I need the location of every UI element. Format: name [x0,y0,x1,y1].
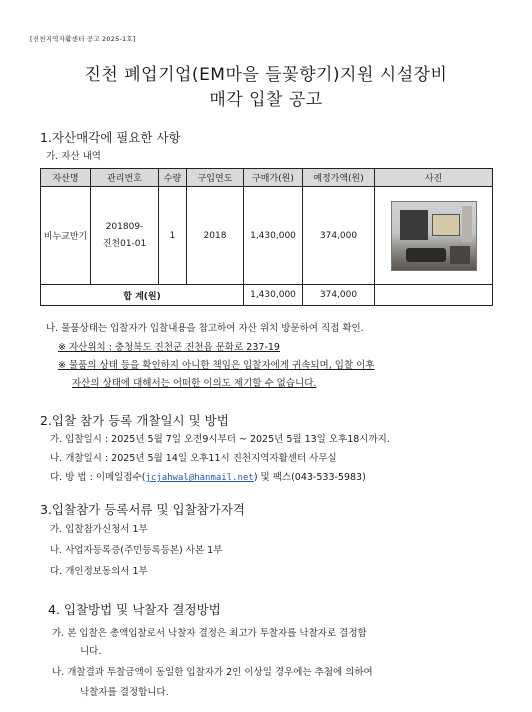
header-year: 구입연도 [187,169,244,187]
bid-period: 가. 입찰일시 : 2025년 5월 7일 오전9시부터 ~ 2025년 5월 13일 오후18시까지. [50,434,390,445]
management-no-line1: 201809- [105,222,144,232]
liability-note-line1: ※ 물품의 상태 등을 확인하지 아니한 책임은 입찰자에게 귀속되며, 입찰 이후 [58,360,375,371]
submission-method [50,469,366,483]
decision-rule-line1: 가. 본 입찰은 총액입찰로서 낙찰자 결정은 최고가 투찰자를 낙찰자로 결정합 [52,628,367,639]
total-label: 합 계(원) [41,285,244,306]
decision-rule-line2: 니다. [80,646,102,657]
method-prefix: 다. 방 법 : 이메일접수( [50,472,146,483]
header-asset-name: 자산명 [41,169,91,187]
photo-shape [400,210,428,240]
header-management-no: 관리번호 [91,169,159,187]
total-price: 1,430,000 [244,285,303,306]
photo-shape [432,214,460,236]
cell-asset-name: 비누교반기 [41,187,91,285]
table-total-row [41,285,493,306]
notice-number: [진천지역자활센터 공고 2025-1호] [30,35,136,43]
header-price: 구매가(원) [244,169,303,187]
header-qty: 수량 [159,169,187,187]
page-subtitle: 매각 입찰 공고 [209,90,323,110]
email-link[interactable]: jcjahwal@hanmail.net [145,473,254,483]
cell-estimate: 374,000 [303,187,375,285]
cell-price: 1,430,000 [244,187,303,285]
total-photo-empty [375,285,493,306]
cell-photo [375,187,493,285]
section1-sub-a: 가. 자산 내역 [46,151,101,162]
section4-heading: 4. 입찰방법 및 낙찰자 결정방법 [48,602,221,617]
tie-rule-line1: 나. 개찰결과 투찰금액이 동일한 입찰자가 2인 이상일 경우에는 추첨에 의하여 [52,667,373,678]
section2-heading: 2.입찰 참가 등록 개찰일시 및 방법 [40,413,229,428]
required-doc-3: 다. 개인정보동의서 1부 [50,566,148,577]
opening-date: 나. 개찰일시 : 2025년 5월 14일 오후11시 진천지역자활센터 사무실 [50,453,337,464]
table-header-row [41,169,493,187]
total-estimate: 374,000 [303,285,375,306]
section1-sub-b: 나. 물품상태는 입찰자가 입찰내용을 참고하여 자산 위치 방문하여 직접 확인. [46,323,364,334]
cell-year: 2018 [187,187,244,285]
section1-heading: 1.자산매각에 필요한 사항 [40,130,181,145]
management-no-line2: 진천01-01 [102,239,147,249]
required-doc-2: 나. 사업자등록증(주민등록등본) 사본 1부 [50,545,223,556]
cell-management-no [91,187,159,285]
photo-shape [450,246,470,264]
tie-rule-line2: 낙찰자를 결정합니다. [80,687,169,698]
asset-photo [391,201,477,271]
table-row [41,187,493,285]
photo-shape [462,206,472,242]
asset-location-note: ※ 자산위치 : 충청북도 진천군 진천읍 문화로 237-19 [58,342,280,353]
cell-qty: 1 [159,187,187,285]
page-title: 진천 폐업기업(EM마을 들꽃향기)지원 시설장비 [84,65,448,85]
required-doc-1: 가. 입찰참가신청서 1부 [50,524,148,535]
liability-note-line2: 자산의 상태에 대해서는 어떠한 이의도 제기할 수 없습니다. [72,378,317,389]
section3-heading: 3.입찰참가 등록서류 및 입찰참가자격 [40,502,245,517]
photo-shape [406,248,446,262]
method-suffix: ) 및 팩스(043-533-5983) [253,472,366,483]
header-estimate: 예정가액(원) [303,169,375,187]
asset-table [40,168,493,306]
header-photo: 사진 [375,169,493,187]
